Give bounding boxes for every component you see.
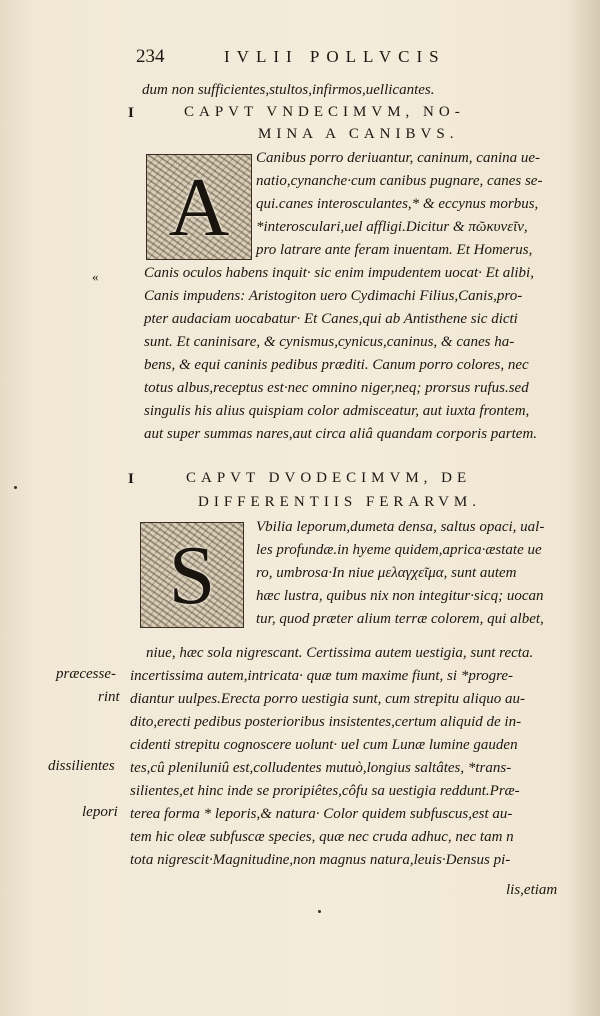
text-line: terea forma * leporis,& natura· Color quidem subfuscus,est au- bbox=[130, 806, 513, 822]
margin-note: rint bbox=[98, 689, 120, 705]
initial-letter: S bbox=[168, 528, 216, 622]
text-line: pro latrare ante feram inuentam. Et Homerus, bbox=[256, 242, 533, 258]
text-line: singulis his alius quispiam color admisceatur, aut iuxta frontem, bbox=[144, 403, 530, 419]
stray-mark: « bbox=[92, 269, 99, 284]
ink-speck bbox=[318, 910, 321, 913]
decorated-initial bbox=[140, 522, 244, 628]
text-line: qui.canes interosculantes,* & eccynus morbus, bbox=[256, 196, 539, 212]
text-line: *interosculari,uel affligi.Dicitur & πῶκυνεῖν, bbox=[256, 219, 528, 235]
page-gutter-shadow bbox=[566, 0, 600, 1016]
text-line: dito,erecti pedibus posterioribus insistentes,certum aliquid de in- bbox=[130, 714, 522, 730]
text-line: Canis impudens: Aristogiton uero Cydimachi Filius,Canis,pro- bbox=[144, 288, 523, 304]
text-line: tes,cû pleniluniû est,colludentes mutuò,longius saltâtes, *trans- bbox=[130, 760, 512, 776]
chapter-heading: CAPVT VNDECIMVM, NO- bbox=[184, 104, 465, 120]
text-line: silientes,et hinc inde se proripiêtes,côfu sa uestigia reddunt.Præ- bbox=[130, 783, 520, 799]
running-title: IVLII POLLVCIS bbox=[224, 47, 446, 66]
ink-speck bbox=[14, 486, 17, 489]
section-marker: I bbox=[128, 105, 134, 121]
text-line: totus albus,receptus est·nec omnino niger,neq; prorsus rufus.sed bbox=[144, 380, 529, 396]
chapter-heading: CAPVT DVODECIMVM, DE bbox=[186, 470, 472, 486]
text-line: Canibus porro deriuantur, caninum, canina ue- bbox=[256, 150, 541, 166]
text-line: incertissima autem,intricata· quæ tum maxime fiunt, si *progre- bbox=[130, 668, 514, 684]
margin-note: dissilientes bbox=[48, 758, 115, 774]
initial-letter: A bbox=[168, 160, 230, 254]
text-line: diantur uulpes.Erecta porro uestigia sunt, cum strepitu aliquo au- bbox=[130, 691, 525, 707]
text-line: Canis oculos habens inquit· sic enim impudentem uocat· Et alibi, bbox=[144, 265, 534, 281]
decorated-initial bbox=[146, 154, 252, 260]
margin-note: lepori bbox=[82, 804, 118, 820]
text-line: natio,cynanche·cum canibus pugnare, canes se- bbox=[256, 173, 543, 189]
text-line: tem hic oleæ subfuscæ species, quæ nec cruda adhuc, nec tam n bbox=[130, 829, 514, 845]
chapter-heading: MINA A CANIBVS. bbox=[258, 126, 459, 142]
text-line: ro, umbrosa·In niue μελαγχεῖμα, sunt autem bbox=[256, 565, 517, 581]
catchword: lis,etiam bbox=[506, 882, 558, 898]
margin-note: præcesse- bbox=[56, 666, 116, 682]
text-line: hæc lustra, quibus nix non integitur·sicq; uocan bbox=[256, 588, 544, 604]
text-line: tota nigrescit·Magnitudine,non magnus natura,leuis·Densus pi- bbox=[130, 852, 511, 868]
section-marker: I bbox=[128, 471, 134, 487]
text-line: Vbilia leporum,dumeta densa, saltus opaci, ual- bbox=[256, 519, 545, 535]
chapter-heading: DIFFERENTIIS FERARVM. bbox=[198, 494, 481, 510]
page-header bbox=[136, 46, 516, 68]
text-line: bens, & equi caninis pedibus præditi. Canum porro colores, nec bbox=[144, 357, 529, 373]
text-line: sunt. Et caninisare, & cynismus,cynicus,caninus, & canes ha- bbox=[144, 334, 515, 350]
text-line: tur, quod præter alium terræ colorem, qui albet, bbox=[256, 611, 544, 627]
text-line: aut super summas nares,aut circa aliâ quandam corporis partem. bbox=[144, 426, 538, 442]
text-line: dum non sufficientes,stultos,infirmos,uellicantes. bbox=[142, 82, 435, 98]
text-line: pter audaciam uocabatur· Et Canes,qui ab Antisthene sic dicti bbox=[144, 311, 518, 327]
page-number: 234 bbox=[136, 46, 165, 67]
text-line: niue, hæc sola nigrescant. Certissima autem uestigia, sunt recta. bbox=[146, 645, 534, 661]
text-line: cidenti strepitu cognoscere uolunt· uel cum Lunæ lumine gauden bbox=[130, 737, 518, 753]
text-line: les profundæ.in hyeme quidem,aprica·æstate ue bbox=[256, 542, 542, 558]
